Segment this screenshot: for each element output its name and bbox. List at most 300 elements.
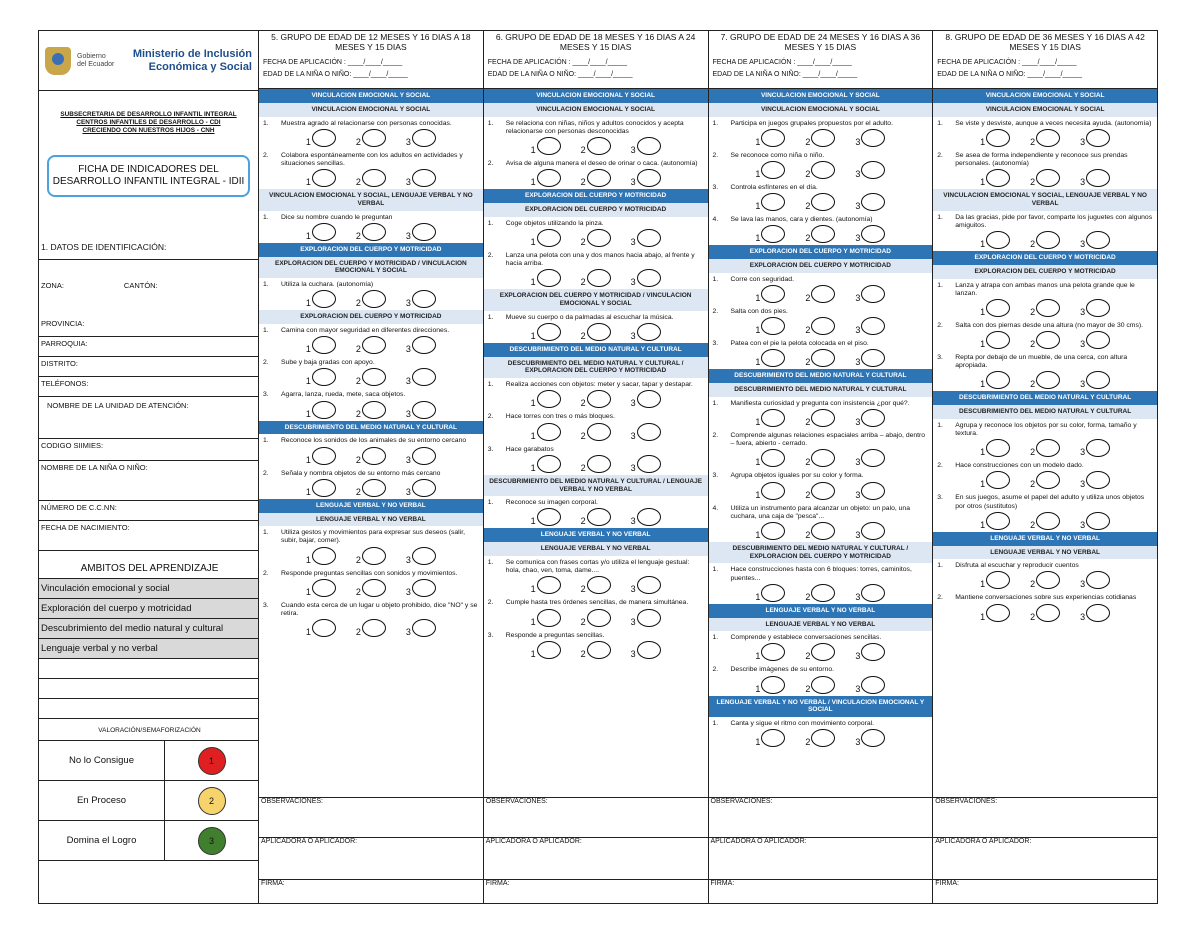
- rating-circle[interactable]: [412, 447, 436, 465]
- rating-option[interactable]: [356, 129, 386, 147]
- rating-circle[interactable]: [637, 455, 661, 473]
- rating-option[interactable]: [406, 368, 436, 386]
- rating-circle[interactable]: [1036, 331, 1060, 349]
- rating-option[interactable]: [980, 331, 1010, 349]
- rating-circle[interactable]: [1086, 512, 1110, 530]
- rating-option[interactable]: [581, 323, 611, 341]
- rating-circle[interactable]: [587, 641, 611, 659]
- rating-option[interactable]: [805, 643, 835, 661]
- rating-circle[interactable]: [412, 619, 436, 637]
- rating-circle[interactable]: [761, 285, 785, 303]
- rating-option[interactable]: [805, 676, 835, 694]
- rating-option[interactable]: [581, 508, 611, 526]
- rating-circle[interactable]: [537, 269, 561, 287]
- rating-option[interactable]: [406, 619, 436, 637]
- rating-circle[interactable]: [412, 169, 436, 187]
- rating-option[interactable]: [755, 729, 785, 747]
- rating-option[interactable]: [1030, 371, 1060, 389]
- rating-option[interactable]: [755, 643, 785, 661]
- rating-circle[interactable]: [861, 161, 885, 179]
- rating-option[interactable]: [581, 455, 611, 473]
- rating-circle[interactable]: [637, 390, 661, 408]
- rating-circle[interactable]: [811, 129, 835, 147]
- rating-option[interactable]: [306, 579, 336, 597]
- rating-option[interactable]: [406, 290, 436, 308]
- rating-circle[interactable]: [986, 331, 1010, 349]
- rating-circle[interactable]: [861, 409, 885, 427]
- aplicadora-field[interactable]: APLICADORA O APLICADOR:: [259, 837, 483, 879]
- rating-circle[interactable]: [587, 508, 611, 526]
- rating-option[interactable]: [1080, 371, 1110, 389]
- rating-option[interactable]: [356, 169, 386, 187]
- rating-option[interactable]: [855, 193, 885, 211]
- rating-option[interactable]: [980, 439, 1010, 457]
- rating-option[interactable]: [980, 512, 1010, 530]
- rating-circle[interactable]: [1036, 439, 1060, 457]
- rating-circle[interactable]: [986, 299, 1010, 317]
- codigo-field[interactable]: CODIGO SIIMIES:: [39, 441, 258, 461]
- rating-option[interactable]: [755, 449, 785, 467]
- rating-circle[interactable]: [587, 423, 611, 441]
- rating-circle[interactable]: [362, 169, 386, 187]
- rating-circle[interactable]: [412, 368, 436, 386]
- rating-option[interactable]: [581, 390, 611, 408]
- rating-circle[interactable]: [1086, 231, 1110, 249]
- rating-circle[interactable]: [312, 447, 336, 465]
- edad-field[interactable]: EDAD DE LA NIÑA O NIÑO: ____/____/_____: [937, 70, 1082, 78]
- rating-option[interactable]: [356, 547, 386, 565]
- edad-field[interactable]: EDAD DE LA NIÑA O NIÑO: ____/____/_____: [263, 70, 408, 78]
- rating-option[interactable]: [306, 169, 336, 187]
- rating-option[interactable]: [855, 285, 885, 303]
- rating-option[interactable]: [531, 609, 561, 627]
- rating-circle[interactable]: [1036, 512, 1060, 530]
- rating-circle[interactable]: [1086, 129, 1110, 147]
- edad-field[interactable]: EDAD DE LA NIÑA O NIÑO: ____/____/_____: [487, 70, 633, 78]
- nombre-field[interactable]: NOMBRE DE LA NIÑA O NIÑO:: [39, 463, 258, 501]
- rating-circle[interactable]: [1036, 299, 1060, 317]
- rating-circle[interactable]: [1036, 571, 1060, 589]
- rating-circle[interactable]: [761, 161, 785, 179]
- rating-option[interactable]: [631, 576, 661, 594]
- rating-circle[interactable]: [1086, 471, 1110, 489]
- rating-circle[interactable]: [412, 401, 436, 419]
- rating-option[interactable]: [855, 676, 885, 694]
- rating-option[interactable]: [306, 447, 336, 465]
- rating-circle[interactable]: [362, 447, 386, 465]
- rating-option[interactable]: [1030, 299, 1060, 317]
- rating-circle[interactable]: [986, 571, 1010, 589]
- rating-circle[interactable]: [861, 225, 885, 243]
- rating-circle[interactable]: [637, 641, 661, 659]
- rating-option[interactable]: [755, 409, 785, 427]
- rating-option[interactable]: [855, 409, 885, 427]
- rating-circle[interactable]: [986, 439, 1010, 457]
- rating-option[interactable]: [805, 482, 835, 500]
- rating-option[interactable]: [306, 368, 336, 386]
- rating-circle[interactable]: [861, 482, 885, 500]
- rating-circle[interactable]: [986, 371, 1010, 389]
- rating-option[interactable]: [306, 479, 336, 497]
- rating-option[interactable]: [356, 447, 386, 465]
- rating-circle[interactable]: [761, 409, 785, 427]
- rating-option[interactable]: [855, 317, 885, 335]
- rating-circle[interactable]: [537, 169, 561, 187]
- rating-circle[interactable]: [637, 169, 661, 187]
- rating-option[interactable]: [855, 349, 885, 367]
- rating-option[interactable]: [406, 336, 436, 354]
- rating-option[interactable]: [755, 349, 785, 367]
- rating-circle[interactable]: [312, 401, 336, 419]
- provincia-field[interactable]: PROVINCIA:: [39, 319, 258, 337]
- rating-option[interactable]: [306, 619, 336, 637]
- rating-option[interactable]: [1030, 169, 1060, 187]
- rating-circle[interactable]: [312, 336, 336, 354]
- rating-option[interactable]: [1080, 439, 1110, 457]
- rating-circle[interactable]: [761, 676, 785, 694]
- rating-circle[interactable]: [587, 323, 611, 341]
- rating-circle[interactable]: [986, 604, 1010, 622]
- rating-circle[interactable]: [537, 390, 561, 408]
- rating-circle[interactable]: [537, 137, 561, 155]
- rating-circle[interactable]: [761, 317, 785, 335]
- rating-circle[interactable]: [761, 729, 785, 747]
- rating-circle[interactable]: [861, 729, 885, 747]
- rating-option[interactable]: [855, 729, 885, 747]
- rating-circle[interactable]: [861, 449, 885, 467]
- rating-circle[interactable]: [312, 368, 336, 386]
- rating-option[interactable]: [980, 169, 1010, 187]
- rating-circle[interactable]: [637, 508, 661, 526]
- rating-option[interactable]: [631, 641, 661, 659]
- rating-option[interactable]: [531, 269, 561, 287]
- rating-option[interactable]: [855, 584, 885, 602]
- rating-option[interactable]: [1080, 571, 1110, 589]
- rating-option[interactable]: [581, 229, 611, 247]
- rating-option[interactable]: [755, 584, 785, 602]
- telefonos-field[interactable]: TELÉFONOS:: [39, 379, 258, 397]
- rating-option[interactable]: [805, 449, 835, 467]
- rating-option[interactable]: [855, 161, 885, 179]
- rating-option[interactable]: [805, 317, 835, 335]
- rating-option[interactable]: [980, 299, 1010, 317]
- rating-option[interactable]: [1080, 471, 1110, 489]
- rating-circle[interactable]: [1086, 371, 1110, 389]
- fecha-aplicacion-field[interactable]: FECHA DE APLICACIÓN : ____/____/_____: [487, 58, 628, 66]
- rating-circle[interactable]: [761, 482, 785, 500]
- rating-circle[interactable]: [537, 609, 561, 627]
- rating-circle[interactable]: [537, 229, 561, 247]
- rating-option[interactable]: [855, 482, 885, 500]
- rating-circle[interactable]: [362, 290, 386, 308]
- firma-field[interactable]: FIRMA:: [709, 879, 933, 903]
- rating-option[interactable]: [755, 193, 785, 211]
- rating-option[interactable]: [1080, 512, 1110, 530]
- rating-option[interactable]: [406, 169, 436, 187]
- unidad-field[interactable]: NOMBRE DE LA UNIDAD DE ATENCIÓN:: [39, 401, 258, 439]
- rating-option[interactable]: [1030, 571, 1060, 589]
- rating-option[interactable]: [581, 609, 611, 627]
- rating-circle[interactable]: [811, 409, 835, 427]
- rating-option[interactable]: [631, 390, 661, 408]
- rating-circle[interactable]: [811, 449, 835, 467]
- rating-option[interactable]: [531, 169, 561, 187]
- rating-option[interactable]: [980, 129, 1010, 147]
- rating-option[interactable]: [805, 193, 835, 211]
- rating-option[interactable]: [356, 336, 386, 354]
- rating-circle[interactable]: [761, 643, 785, 661]
- rating-option[interactable]: [855, 522, 885, 540]
- rating-option[interactable]: [631, 508, 661, 526]
- rating-circle[interactable]: [761, 522, 785, 540]
- rating-circle[interactable]: [811, 729, 835, 747]
- rating-circle[interactable]: [587, 390, 611, 408]
- rating-circle[interactable]: [537, 455, 561, 473]
- rating-option[interactable]: [755, 482, 785, 500]
- rating-circle[interactable]: [312, 169, 336, 187]
- rating-option[interactable]: [531, 641, 561, 659]
- rating-circle[interactable]: [1086, 604, 1110, 622]
- rating-circle[interactable]: [412, 129, 436, 147]
- rating-option[interactable]: [306, 547, 336, 565]
- rating-option[interactable]: [306, 223, 336, 241]
- rating-option[interactable]: [406, 547, 436, 565]
- rating-option[interactable]: [855, 129, 885, 147]
- observaciones-field[interactable]: OBSERVACIONES:: [259, 797, 483, 837]
- rating-option[interactable]: [1030, 439, 1060, 457]
- rating-circle[interactable]: [412, 223, 436, 241]
- rating-option[interactable]: [1030, 331, 1060, 349]
- rating-option[interactable]: [356, 619, 386, 637]
- rating-option[interactable]: [356, 479, 386, 497]
- observaciones-field[interactable]: OBSERVACIONES:: [709, 797, 933, 837]
- rating-circle[interactable]: [587, 137, 611, 155]
- rating-option[interactable]: [755, 676, 785, 694]
- rating-option[interactable]: [531, 423, 561, 441]
- rating-circle[interactable]: [1086, 169, 1110, 187]
- rating-circle[interactable]: [761, 449, 785, 467]
- rating-option[interactable]: [531, 455, 561, 473]
- rating-option[interactable]: [406, 223, 436, 241]
- rating-circle[interactable]: [986, 231, 1010, 249]
- rating-option[interactable]: [1030, 604, 1060, 622]
- fecha-aplicacion-field[interactable]: FECHA DE APLICACIÓN : ____/____/_____: [712, 58, 852, 66]
- rating-circle[interactable]: [637, 137, 661, 155]
- firma-field[interactable]: FIRMA:: [259, 879, 483, 903]
- rating-circle[interactable]: [986, 129, 1010, 147]
- rating-option[interactable]: [805, 349, 835, 367]
- parroquia-field[interactable]: PARROQUIA:: [39, 339, 258, 357]
- rating-option[interactable]: [631, 609, 661, 627]
- rating-option[interactable]: [980, 604, 1010, 622]
- rating-circle[interactable]: [312, 290, 336, 308]
- rating-option[interactable]: [631, 269, 661, 287]
- rating-option[interactable]: [631, 323, 661, 341]
- rating-option[interactable]: [531, 508, 561, 526]
- rating-circle[interactable]: [811, 676, 835, 694]
- rating-option[interactable]: [1030, 129, 1060, 147]
- rating-option[interactable]: [531, 323, 561, 341]
- rating-option[interactable]: [406, 447, 436, 465]
- rating-circle[interactable]: [362, 401, 386, 419]
- rating-circle[interactable]: [412, 336, 436, 354]
- rating-option[interactable]: [406, 579, 436, 597]
- rating-circle[interactable]: [587, 455, 611, 473]
- rating-circle[interactable]: [362, 129, 386, 147]
- rating-circle[interactable]: [587, 229, 611, 247]
- rating-circle[interactable]: [312, 547, 336, 565]
- rating-circle[interactable]: [637, 423, 661, 441]
- rating-option[interactable]: [631, 137, 661, 155]
- rating-option[interactable]: [531, 390, 561, 408]
- rating-option[interactable]: [805, 285, 835, 303]
- distrito-field[interactable]: DISTRITO:: [39, 359, 258, 377]
- rating-option[interactable]: [581, 423, 611, 441]
- rating-circle[interactable]: [587, 576, 611, 594]
- rating-option[interactable]: [356, 401, 386, 419]
- rating-circle[interactable]: [1036, 604, 1060, 622]
- rating-option[interactable]: [805, 129, 835, 147]
- rating-option[interactable]: [406, 479, 436, 497]
- rating-circle[interactable]: [811, 349, 835, 367]
- rating-circle[interactable]: [537, 508, 561, 526]
- rating-circle[interactable]: [412, 479, 436, 497]
- aplicadora-field[interactable]: APLICADORA O APLICADOR:: [484, 837, 708, 879]
- rating-circle[interactable]: [1036, 231, 1060, 249]
- rating-circle[interactable]: [861, 285, 885, 303]
- rating-option[interactable]: [306, 129, 336, 147]
- rating-option[interactable]: [805, 584, 835, 602]
- rating-option[interactable]: [755, 161, 785, 179]
- rating-circle[interactable]: [811, 584, 835, 602]
- rating-circle[interactable]: [537, 576, 561, 594]
- rating-option[interactable]: [356, 368, 386, 386]
- rating-circle[interactable]: [1036, 471, 1060, 489]
- rating-circle[interactable]: [587, 169, 611, 187]
- fecha-aplicacion-field[interactable]: FECHA DE APLICACIÓN : ____/____/_____: [263, 58, 403, 66]
- rating-circle[interactable]: [1086, 331, 1110, 349]
- rating-option[interactable]: [531, 229, 561, 247]
- rating-option[interactable]: [1030, 512, 1060, 530]
- rating-option[interactable]: [631, 455, 661, 473]
- rating-circle[interactable]: [537, 323, 561, 341]
- rating-circle[interactable]: [811, 225, 835, 243]
- rating-circle[interactable]: [412, 579, 436, 597]
- nacimiento-field[interactable]: FECHA DE NACIMIENTO:: [39, 523, 258, 551]
- rating-circle[interactable]: [761, 349, 785, 367]
- rating-option[interactable]: [1080, 169, 1110, 187]
- rating-circle[interactable]: [861, 643, 885, 661]
- rating-option[interactable]: [805, 225, 835, 243]
- rating-circle[interactable]: [362, 336, 386, 354]
- rating-circle[interactable]: [412, 547, 436, 565]
- rating-option[interactable]: [581, 641, 611, 659]
- rating-circle[interactable]: [811, 317, 835, 335]
- rating-circle[interactable]: [861, 584, 885, 602]
- rating-circle[interactable]: [312, 223, 336, 241]
- rating-option[interactable]: [980, 471, 1010, 489]
- fecha-aplicacion-field[interactable]: FECHA DE APLICACIÓN : ____/____/_____: [937, 58, 1077, 66]
- rating-option[interactable]: [1080, 299, 1110, 317]
- rating-circle[interactable]: [761, 225, 785, 243]
- rating-circle[interactable]: [811, 643, 835, 661]
- rating-option[interactable]: [631, 169, 661, 187]
- rating-circle[interactable]: [811, 161, 835, 179]
- rating-option[interactable]: [581, 576, 611, 594]
- rating-circle[interactable]: [761, 193, 785, 211]
- rating-circle[interactable]: [1086, 299, 1110, 317]
- rating-option[interactable]: [1030, 231, 1060, 249]
- rating-option[interactable]: [805, 161, 835, 179]
- rating-circle[interactable]: [1036, 169, 1060, 187]
- rating-option[interactable]: [805, 729, 835, 747]
- firma-field[interactable]: FIRMA:: [484, 879, 708, 903]
- rating-option[interactable]: [581, 137, 611, 155]
- rating-circle[interactable]: [312, 579, 336, 597]
- rating-circle[interactable]: [861, 522, 885, 540]
- rating-circle[interactable]: [537, 423, 561, 441]
- edad-field[interactable]: EDAD DE LA NIÑA O NIÑO: ____/____/_____: [712, 70, 858, 78]
- rating-circle[interactable]: [861, 676, 885, 694]
- rating-option[interactable]: [980, 571, 1010, 589]
- rating-option[interactable]: [1030, 471, 1060, 489]
- rating-circle[interactable]: [412, 290, 436, 308]
- rating-circle[interactable]: [362, 579, 386, 597]
- aplicadora-field[interactable]: APLICADORA O APLICADOR:: [709, 837, 933, 879]
- rating-option[interactable]: [855, 225, 885, 243]
- rating-option[interactable]: [581, 269, 611, 287]
- rating-circle[interactable]: [811, 522, 835, 540]
- rating-circle[interactable]: [312, 129, 336, 147]
- rating-circle[interactable]: [362, 479, 386, 497]
- observaciones-field[interactable]: OBSERVACIONES:: [484, 797, 708, 837]
- rating-option[interactable]: [306, 401, 336, 419]
- rating-circle[interactable]: [761, 584, 785, 602]
- rating-option[interactable]: [755, 317, 785, 335]
- rating-circle[interactable]: [637, 323, 661, 341]
- rating-option[interactable]: [805, 409, 835, 427]
- rating-option[interactable]: [356, 223, 386, 241]
- rating-circle[interactable]: [1036, 129, 1060, 147]
- rating-circle[interactable]: [362, 619, 386, 637]
- rating-option[interactable]: [356, 579, 386, 597]
- rating-circle[interactable]: [587, 609, 611, 627]
- rating-option[interactable]: [406, 129, 436, 147]
- rating-circle[interactable]: [861, 349, 885, 367]
- rating-option[interactable]: [306, 336, 336, 354]
- rating-circle[interactable]: [362, 547, 386, 565]
- rating-circle[interactable]: [811, 193, 835, 211]
- rating-circle[interactable]: [587, 269, 611, 287]
- rating-circle[interactable]: [537, 641, 561, 659]
- rating-option[interactable]: [805, 522, 835, 540]
- rating-option[interactable]: [406, 401, 436, 419]
- rating-circle[interactable]: [761, 129, 785, 147]
- rating-circle[interactable]: [1086, 571, 1110, 589]
- rating-option[interactable]: [755, 225, 785, 243]
- rating-option[interactable]: [581, 169, 611, 187]
- rating-option[interactable]: [855, 643, 885, 661]
- rating-option[interactable]: [531, 576, 561, 594]
- observaciones-field[interactable]: OBSERVACIONES:: [933, 797, 1157, 837]
- rating-option[interactable]: [631, 229, 661, 247]
- rating-circle[interactable]: [861, 193, 885, 211]
- rating-circle[interactable]: [637, 229, 661, 247]
- rating-circle[interactable]: [362, 223, 386, 241]
- rating-circle[interactable]: [312, 479, 336, 497]
- rating-circle[interactable]: [861, 129, 885, 147]
- rating-circle[interactable]: [1036, 371, 1060, 389]
